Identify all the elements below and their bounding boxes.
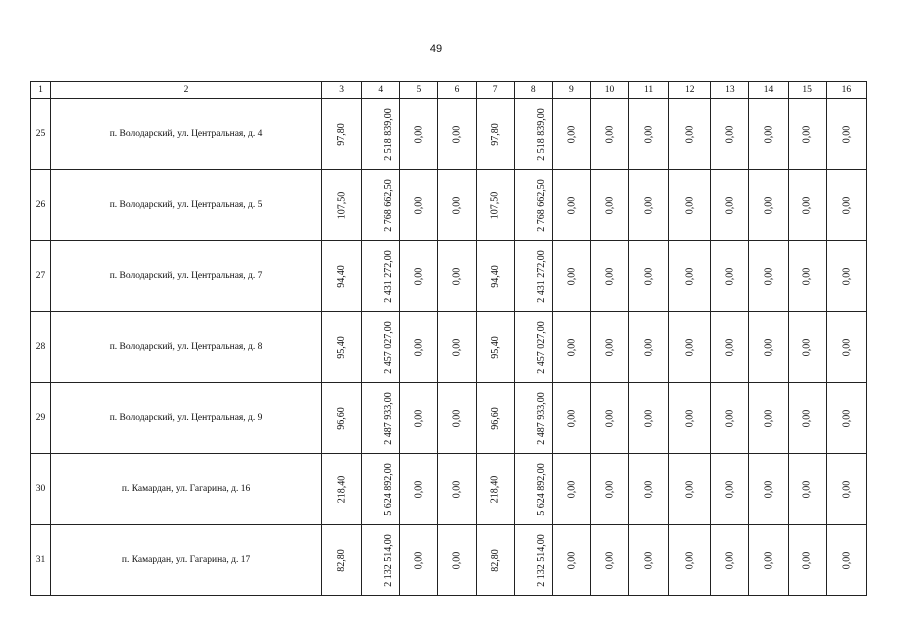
value-cell xyxy=(711,454,749,525)
value-text: 96,60 xyxy=(489,406,501,430)
value-cell xyxy=(711,170,749,241)
table-row xyxy=(31,454,867,525)
value-cell xyxy=(438,525,476,596)
value-text: 0,00 xyxy=(684,551,696,569)
value-cell xyxy=(400,241,438,312)
value-cell xyxy=(669,312,711,383)
value-text: 0,00 xyxy=(643,409,655,427)
value-cell xyxy=(669,525,711,596)
value-text: 2 518 839,00 xyxy=(382,107,394,161)
value-cell xyxy=(552,99,590,170)
value-cell xyxy=(400,454,438,525)
value-cell xyxy=(669,241,711,312)
value-text: 0,00 xyxy=(603,125,615,143)
column-header: 2 xyxy=(51,82,322,99)
value-cell xyxy=(322,383,362,454)
value-text: 2 487 933,00 xyxy=(535,391,547,445)
value-cell xyxy=(749,525,788,596)
column-header: 12 xyxy=(669,82,711,99)
value-text: 0,00 xyxy=(413,551,425,569)
value-cell xyxy=(749,454,788,525)
value-cell xyxy=(362,99,400,170)
value-text: 107,50 xyxy=(489,191,501,219)
value-text: 5 624 892,00 xyxy=(382,462,394,516)
table-row xyxy=(31,241,867,312)
column-header: 5 xyxy=(400,82,438,99)
value-cell xyxy=(476,525,514,596)
value-text: 2 518 839,00 xyxy=(535,107,547,161)
value-cell xyxy=(322,170,362,241)
value-cell xyxy=(749,312,788,383)
value-text: 0,00 xyxy=(565,409,577,427)
value-cell xyxy=(590,454,628,525)
row-number: 26 xyxy=(31,170,51,241)
address-cell: п. Володарский, ул. Центральная, д. 5 xyxy=(51,170,322,241)
address-cell: п. Володарский, ул. Центральная, д. 4 xyxy=(51,99,322,170)
column-header: 11 xyxy=(629,82,669,99)
value-cell xyxy=(438,99,476,170)
value-text: 0,00 xyxy=(451,267,463,285)
value-cell xyxy=(826,312,866,383)
value-text: 0,00 xyxy=(451,125,463,143)
value-text: 0,00 xyxy=(801,551,813,569)
column-header: 16 xyxy=(826,82,866,99)
value-cell xyxy=(362,170,400,241)
value-text: 0,00 xyxy=(603,267,615,285)
value-text: 0,00 xyxy=(643,338,655,356)
row-number: 29 xyxy=(31,383,51,454)
row-number: 30 xyxy=(31,454,51,525)
value-text: 2 457 027,00 xyxy=(535,320,547,374)
value-cell xyxy=(788,99,826,170)
value-cell xyxy=(629,383,669,454)
value-text: 95,40 xyxy=(336,335,348,359)
value-text: 2 431 272,00 xyxy=(382,249,394,303)
value-text: 0,00 xyxy=(643,196,655,214)
value-cell xyxy=(788,525,826,596)
value-cell xyxy=(438,312,476,383)
value-cell xyxy=(711,241,749,312)
value-cell xyxy=(711,99,749,170)
value-cell xyxy=(749,241,788,312)
value-text: 0,00 xyxy=(603,409,615,427)
value-text: 0,00 xyxy=(763,551,775,569)
value-cell xyxy=(788,241,826,312)
value-cell xyxy=(826,99,866,170)
value-cell xyxy=(788,454,826,525)
column-header: 1 xyxy=(31,82,51,99)
value-text: 0,00 xyxy=(603,551,615,569)
value-text: 0,00 xyxy=(451,480,463,498)
value-cell xyxy=(669,99,711,170)
value-cell xyxy=(514,525,552,596)
address-cell: п. Володарский, ул. Центральная, д. 7 xyxy=(51,241,322,312)
value-cell xyxy=(514,241,552,312)
value-text: 0,00 xyxy=(643,551,655,569)
value-text: 0,00 xyxy=(603,338,615,356)
column-header: 7 xyxy=(476,82,514,99)
value-cell xyxy=(514,312,552,383)
value-cell xyxy=(590,99,628,170)
value-text: 0,00 xyxy=(565,196,577,214)
value-text: 82,80 xyxy=(336,548,348,572)
value-cell xyxy=(476,99,514,170)
value-cell xyxy=(400,383,438,454)
value-text: 0,00 xyxy=(724,480,736,498)
value-cell xyxy=(362,383,400,454)
row-number: 27 xyxy=(31,241,51,312)
value-cell xyxy=(476,454,514,525)
column-header: 13 xyxy=(711,82,749,99)
value-cell xyxy=(514,454,552,525)
value-text: 0,00 xyxy=(413,125,425,143)
address-cell: п. Камардан, ул. Гагарина, д. 17 xyxy=(51,525,322,596)
value-cell xyxy=(711,525,749,596)
value-text: 0,00 xyxy=(724,338,736,356)
value-cell xyxy=(590,383,628,454)
value-cell xyxy=(552,525,590,596)
table-row xyxy=(31,99,867,170)
value-text: 0,00 xyxy=(684,480,696,498)
value-text: 0,00 xyxy=(840,409,852,427)
table-row xyxy=(31,383,867,454)
value-text: 0,00 xyxy=(451,196,463,214)
value-text: 94,40 xyxy=(336,264,348,288)
value-cell xyxy=(826,170,866,241)
value-text: 82,80 xyxy=(489,548,501,572)
row-number: 31 xyxy=(31,525,51,596)
value-cell xyxy=(476,383,514,454)
value-text: 0,00 xyxy=(643,480,655,498)
value-text: 0,00 xyxy=(565,125,577,143)
value-cell xyxy=(826,454,866,525)
value-cell xyxy=(629,99,669,170)
value-text: 0,00 xyxy=(840,338,852,356)
value-text: 0,00 xyxy=(684,338,696,356)
value-cell xyxy=(438,170,476,241)
row-number: 25 xyxy=(31,99,51,170)
value-cell xyxy=(362,454,400,525)
value-text: 0,00 xyxy=(840,551,852,569)
value-cell xyxy=(749,383,788,454)
value-cell xyxy=(669,383,711,454)
value-text: 0,00 xyxy=(840,196,852,214)
value-text: 0,00 xyxy=(724,409,736,427)
value-text: 0,00 xyxy=(724,551,736,569)
value-text: 0,00 xyxy=(763,409,775,427)
value-text: 0,00 xyxy=(801,196,813,214)
header-row xyxy=(31,82,867,99)
value-cell xyxy=(788,383,826,454)
value-text: 0,00 xyxy=(840,480,852,498)
column-header: 4 xyxy=(362,82,400,99)
value-text: 0,00 xyxy=(763,338,775,356)
value-text: 0,00 xyxy=(565,480,577,498)
value-text: 0,00 xyxy=(801,409,813,427)
column-header: 6 xyxy=(438,82,476,99)
value-text: 0,00 xyxy=(763,267,775,285)
value-text: 96,60 xyxy=(336,406,348,430)
value-text: 0,00 xyxy=(413,196,425,214)
value-text: 218,40 xyxy=(336,475,348,503)
value-text: 0,00 xyxy=(763,196,775,214)
address-cell: п. Володарский, ул. Центральная, д. 9 xyxy=(51,383,322,454)
value-text: 0,00 xyxy=(763,125,775,143)
value-cell xyxy=(322,312,362,383)
value-text: 0,00 xyxy=(801,338,813,356)
value-cell xyxy=(629,170,669,241)
value-text: 0,00 xyxy=(565,267,577,285)
value-cell xyxy=(749,170,788,241)
value-cell xyxy=(629,312,669,383)
value-cell xyxy=(514,170,552,241)
table-body xyxy=(31,82,867,596)
value-cell xyxy=(590,241,628,312)
value-text: 0,00 xyxy=(451,338,463,356)
value-cell xyxy=(322,241,362,312)
value-cell xyxy=(400,99,438,170)
value-text: 0,00 xyxy=(603,196,615,214)
table-row xyxy=(31,170,867,241)
value-cell xyxy=(476,170,514,241)
value-cell xyxy=(476,312,514,383)
row-number: 28 xyxy=(31,312,51,383)
value-text: 0,00 xyxy=(565,338,577,356)
value-cell xyxy=(826,525,866,596)
value-cell xyxy=(788,170,826,241)
value-text: 0,00 xyxy=(684,267,696,285)
value-text: 2 457 027,00 xyxy=(382,320,394,374)
value-cell xyxy=(438,241,476,312)
value-text: 2 431 272,00 xyxy=(535,249,547,303)
value-text: 0,00 xyxy=(565,551,577,569)
value-cell xyxy=(552,383,590,454)
column-header: 15 xyxy=(788,82,826,99)
value-text: 94,40 xyxy=(489,264,501,288)
value-text: 0,00 xyxy=(684,196,696,214)
value-cell xyxy=(826,241,866,312)
value-text: 0,00 xyxy=(724,125,736,143)
value-cell xyxy=(400,312,438,383)
page-number: 49 xyxy=(429,43,443,55)
column-header: 9 xyxy=(552,82,590,99)
value-cell xyxy=(826,383,866,454)
column-header: 14 xyxy=(749,82,788,99)
value-cell xyxy=(788,312,826,383)
value-cell xyxy=(749,99,788,170)
value-cell xyxy=(322,99,362,170)
value-text: 0,00 xyxy=(413,267,425,285)
value-text: 0,00 xyxy=(840,267,852,285)
value-text: 0,00 xyxy=(643,267,655,285)
value-cell xyxy=(711,312,749,383)
value-text: 0,00 xyxy=(413,480,425,498)
value-cell xyxy=(629,241,669,312)
value-cell xyxy=(400,170,438,241)
column-header: 3 xyxy=(322,82,362,99)
value-text: 95,40 xyxy=(489,335,501,359)
value-cell xyxy=(438,383,476,454)
value-text: 0,00 xyxy=(684,409,696,427)
value-text: 5 624 892,00 xyxy=(535,462,547,516)
value-cell xyxy=(629,454,669,525)
table-row xyxy=(31,525,867,596)
value-text: 2 768 662,50 xyxy=(535,178,547,232)
value-cell xyxy=(590,170,628,241)
value-text: 0,00 xyxy=(684,125,696,143)
value-cell xyxy=(669,454,711,525)
value-cell xyxy=(322,454,362,525)
value-text: 0,00 xyxy=(413,409,425,427)
value-cell xyxy=(552,170,590,241)
value-text: 0,00 xyxy=(724,196,736,214)
value-cell xyxy=(669,170,711,241)
value-cell xyxy=(514,383,552,454)
value-text: 0,00 xyxy=(451,551,463,569)
column-header: 8 xyxy=(514,82,552,99)
value-text: 0,00 xyxy=(801,125,813,143)
value-cell xyxy=(552,241,590,312)
value-cell xyxy=(438,454,476,525)
value-cell xyxy=(322,525,362,596)
data-table xyxy=(30,81,867,596)
value-text: 0,00 xyxy=(801,480,813,498)
value-cell xyxy=(711,383,749,454)
value-text: 0,00 xyxy=(603,480,615,498)
value-text: 2 132 514,00 xyxy=(382,533,394,587)
value-cell xyxy=(629,525,669,596)
value-cell xyxy=(476,241,514,312)
address-cell: п. Камардан, ул. Гагарина, д. 16 xyxy=(51,454,322,525)
value-text: 97,80 xyxy=(336,122,348,146)
value-text: 107,50 xyxy=(336,191,348,219)
value-cell xyxy=(514,99,552,170)
value-text: 2 132 514,00 xyxy=(535,533,547,587)
value-text: 0,00 xyxy=(840,125,852,143)
value-cell xyxy=(552,312,590,383)
value-text: 0,00 xyxy=(413,338,425,356)
value-cell xyxy=(400,525,438,596)
column-header: 10 xyxy=(590,82,628,99)
value-cell xyxy=(590,525,628,596)
value-cell xyxy=(362,241,400,312)
value-text: 0,00 xyxy=(724,267,736,285)
value-cell xyxy=(362,312,400,383)
value-text: 0,00 xyxy=(801,267,813,285)
value-text: 2 487 933,00 xyxy=(382,391,394,445)
value-text: 0,00 xyxy=(763,480,775,498)
value-text: 0,00 xyxy=(643,125,655,143)
value-cell xyxy=(590,312,628,383)
table-row xyxy=(31,312,867,383)
value-text: 0,00 xyxy=(451,409,463,427)
value-text: 218,40 xyxy=(489,475,501,503)
value-cell xyxy=(552,454,590,525)
address-cell: п. Володарский, ул. Центральная, д. 8 xyxy=(51,312,322,383)
value-text: 2 768 662,50 xyxy=(382,178,394,232)
value-text: 97,80 xyxy=(489,122,501,146)
value-cell xyxy=(362,525,400,596)
